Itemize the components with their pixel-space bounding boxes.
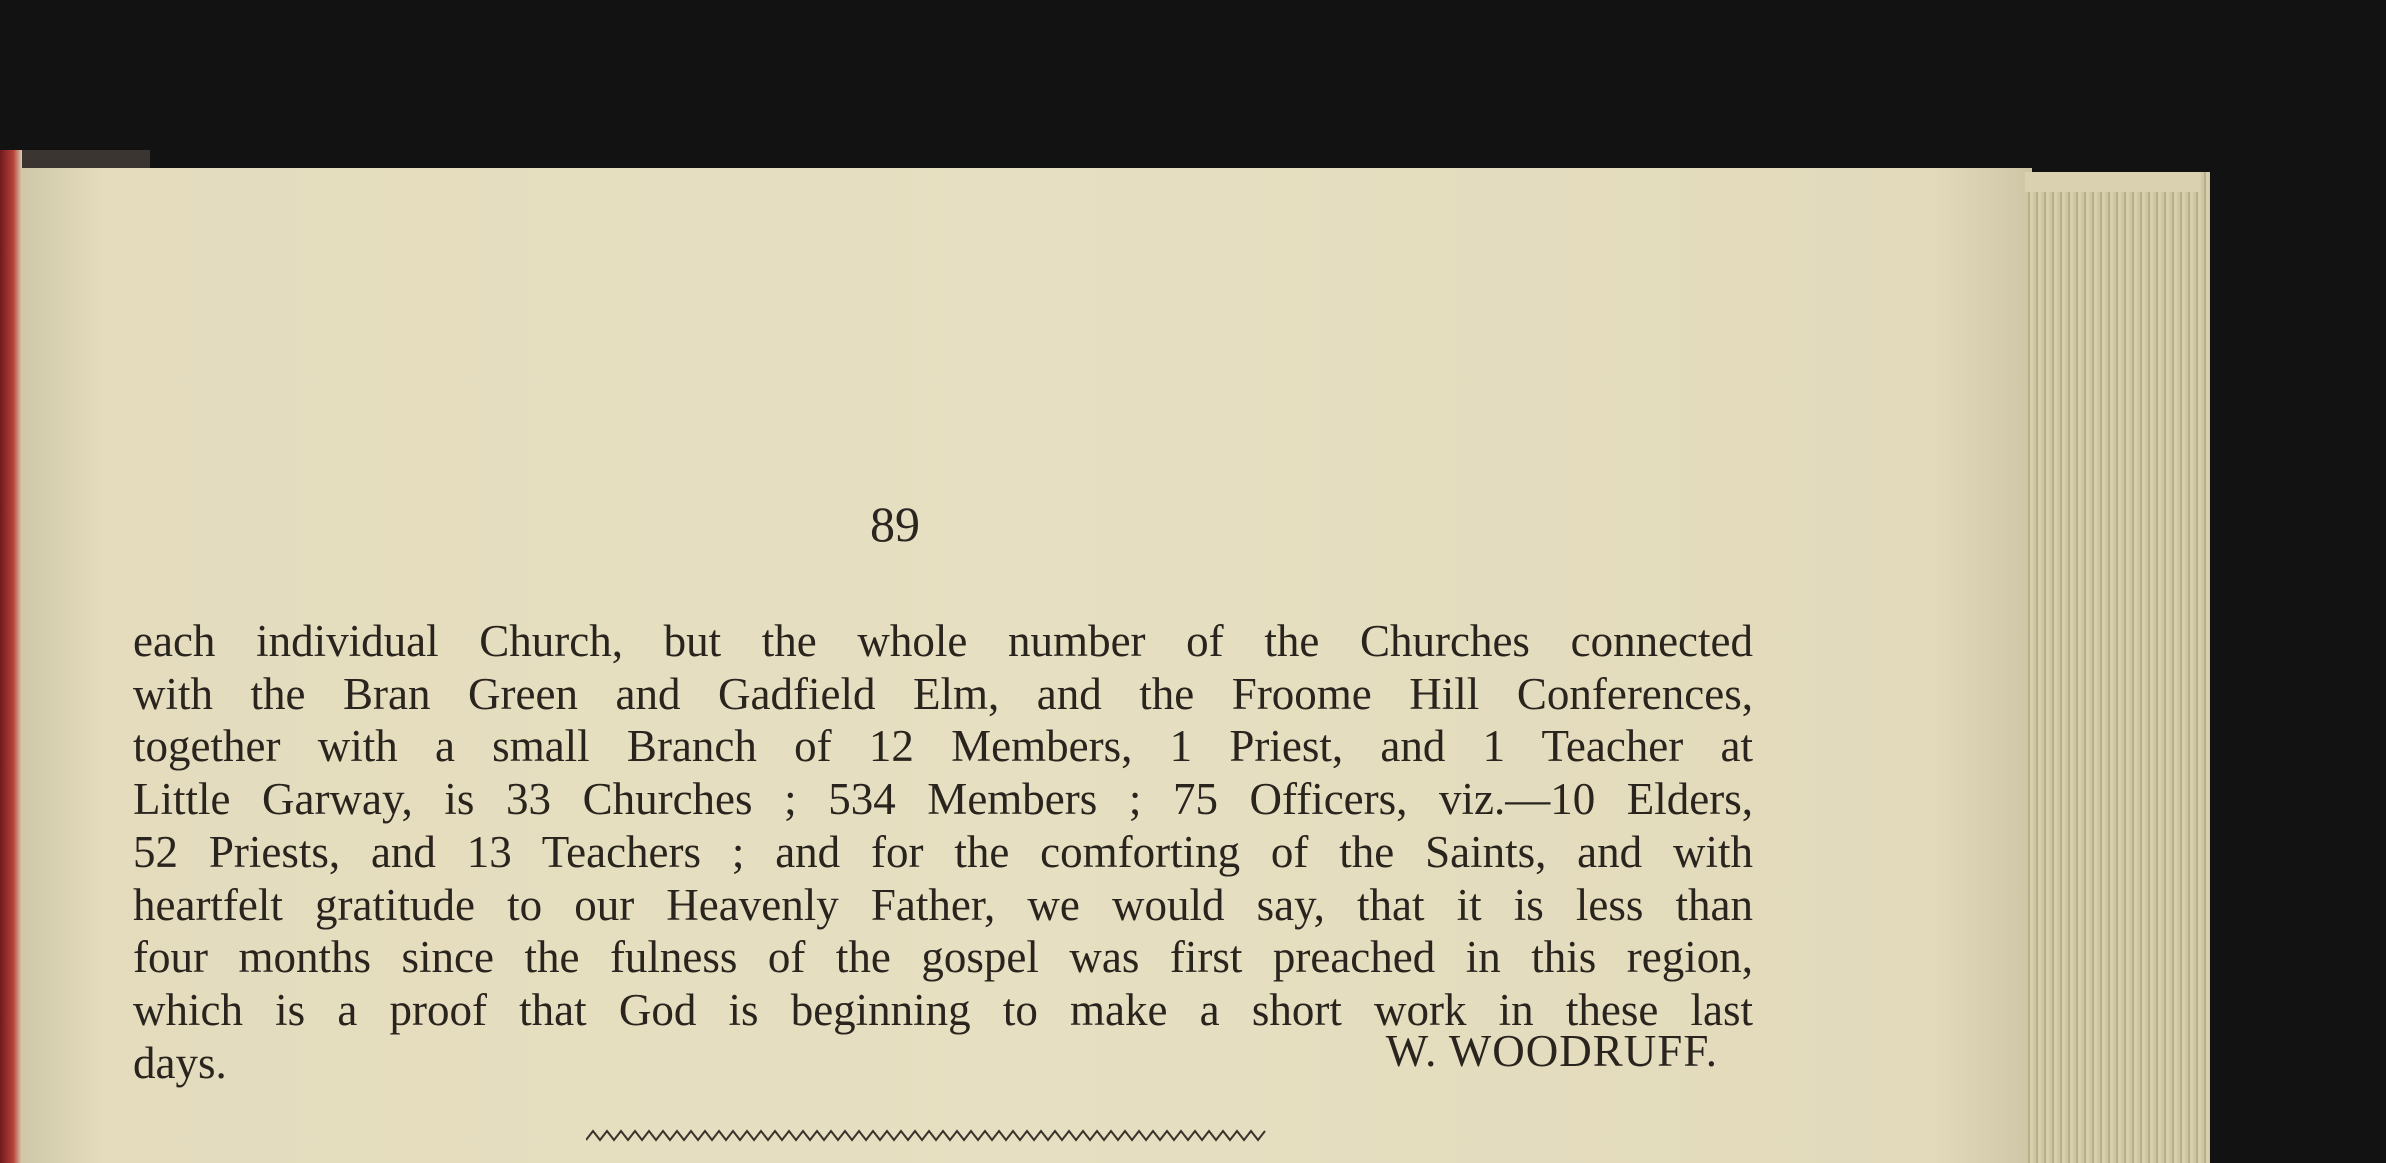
text-line: with the Bran Green and Gadfield Elm, and the Froome Hill Conferences, — [133, 668, 1753, 719]
body-paragraph — [133, 615, 1753, 1089]
page-number: 89 — [870, 496, 920, 552]
text-line: 52 Priests, and 13 Teachers ; and for the comforting of the Saints, and with — [133, 826, 1753, 877]
text-line: four months since the fulness of the gospel was first preached in this region, — [133, 932, 1753, 983]
text-line: heartfelt gratitude to our Heavenly Father, we would say, that it is less than — [133, 879, 1753, 930]
text-line: together with a small Branch of 12 Members, 1 Priest, and 1 Teacher at — [133, 721, 1753, 772]
wavy-divider — [586, 1128, 1266, 1144]
text-line: which is a proof that God is beginning to make a short work in these last — [133, 984, 1753, 1035]
text-line: each individual Church, but the whole number of the Churches connected — [133, 616, 1753, 666]
book-cover-edge — [0, 150, 150, 168]
text-line: days. — [133, 1037, 227, 1088]
page-stack-top — [2025, 172, 2200, 192]
text-line-last — [133, 1025, 1753, 1090]
page-stack-edge — [2025, 172, 2210, 1163]
book-spine-edge — [0, 150, 22, 1163]
text-line: Little Garway, is 33 Churches ; 534 Members ; 75 Officers, viz.—10 Elders, — [133, 774, 1753, 825]
signature: W. WOODRUFF. — [1385, 1025, 1718, 1076]
